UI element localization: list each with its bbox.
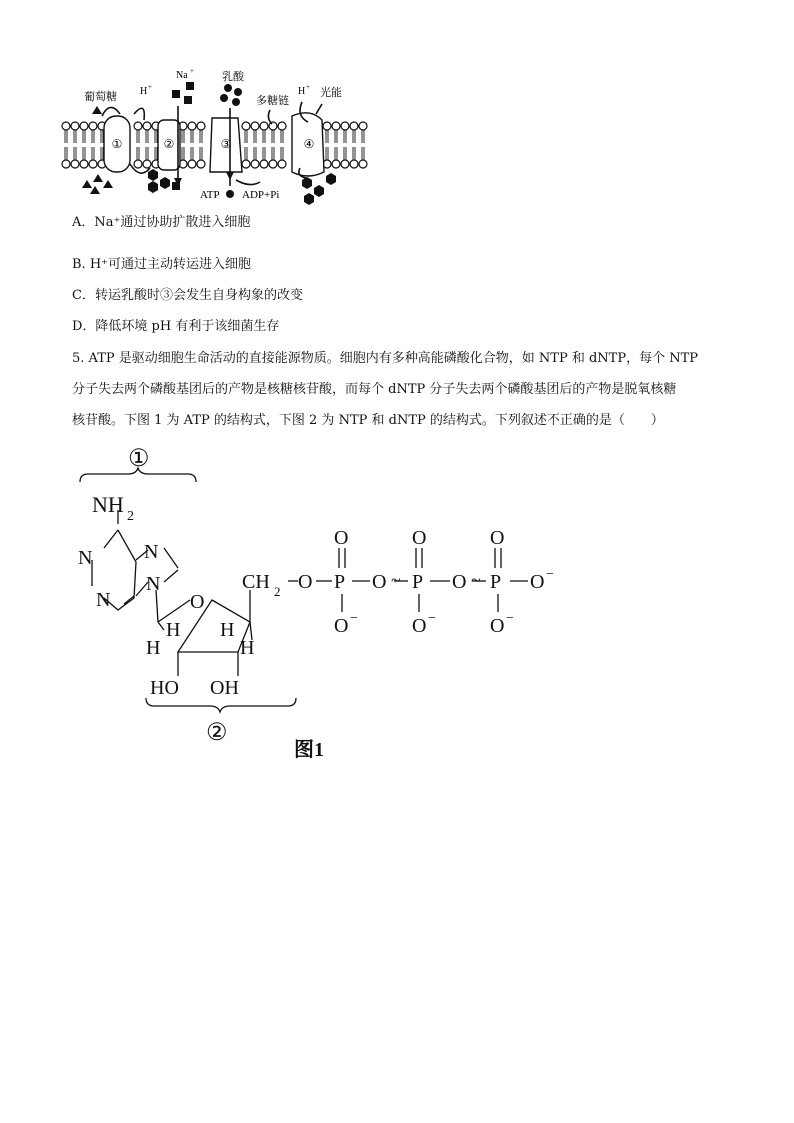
bridge-o-1: O xyxy=(298,571,313,593)
ch2-sub: 2 xyxy=(274,584,281,599)
question-5-line-2: 分子失去两个磷酸基团后的产物是核糖核苷酸，而每个 dNTP 分子失去两个磷酸基团后的产物是脱氧核糖 xyxy=(72,382,677,397)
svg-text:④: ④ xyxy=(303,137,315,151)
phosphorus-1: P xyxy=(334,571,346,593)
brace-bottom xyxy=(146,698,296,712)
anion-charge-3: − xyxy=(506,611,514,626)
high-energy-bond-1: ~ xyxy=(391,570,401,590)
ring-oxygen: O xyxy=(190,591,205,613)
option-b: B. H⁺可通过主动转运进入细胞 xyxy=(72,257,252,272)
label-glucose: 葡萄糖 xyxy=(84,91,117,103)
atom-n9: N xyxy=(146,573,161,595)
light-pump-protein-4 xyxy=(292,113,324,176)
label-polysaccharide: 多糖链 xyxy=(256,95,289,107)
hydroxyl-left: HO xyxy=(150,677,179,699)
atom-n-left: N xyxy=(78,547,93,569)
label-h-right: H xyxy=(298,86,306,97)
brace-bottom-label: ② xyxy=(206,720,228,746)
amino-nh: NH xyxy=(92,492,124,517)
phosphorus-3: P xyxy=(490,571,502,593)
option-d: D．降低环境 pH 有利于该细菌生存 xyxy=(72,319,280,334)
bridge-o-2: O xyxy=(372,571,387,593)
anion-charge-1: − xyxy=(350,611,358,626)
option-c: C．转运乳酸时③会发生自身构象的改变 xyxy=(72,288,303,303)
question-5-line-3: 核苷酸。下图 1 为 ATP 的结构式，下图 2 为 NTP 和 dNTP 的结构式。下列叙述不正确的是（ ） xyxy=(72,413,664,428)
ch2-group: CH xyxy=(242,571,270,593)
double-o-3: O xyxy=(490,527,505,549)
svg-text:①: ① xyxy=(111,137,123,151)
pump-protein-3 xyxy=(210,118,242,172)
anion-o-3: O xyxy=(490,615,505,637)
h-right-sup: + xyxy=(306,83,310,91)
brace-top-label: ① xyxy=(128,446,150,472)
hydroxyl-right: OH xyxy=(210,677,239,699)
terminal-oxygen-charge: − xyxy=(546,567,554,582)
ribose-h-2: H xyxy=(146,637,161,659)
double-o-2: O xyxy=(412,527,427,549)
anion-o-1: O xyxy=(334,615,349,637)
anion-charge-2: − xyxy=(428,611,436,626)
terminal-oxygen: O xyxy=(530,571,545,593)
label-light-energy: 光能 xyxy=(320,87,342,99)
option-a: A．Na⁺通过协助扩散进入细胞 xyxy=(72,215,251,230)
label-lactate: 乳酸 xyxy=(222,71,244,83)
label-atp: ATP xyxy=(200,189,220,201)
channel-protein-2 xyxy=(158,120,180,170)
label-adp-pi: ADP+Pi xyxy=(242,189,280,201)
high-energy-bond-2: ~ xyxy=(471,570,481,590)
na-sup: + xyxy=(190,67,194,75)
ribose-h-4: H xyxy=(240,637,255,659)
atom-n-bottom: N xyxy=(96,589,111,611)
amino-sub: 2 xyxy=(127,509,134,524)
label-h-left: H xyxy=(140,86,148,97)
h-left-sup: + xyxy=(148,83,152,91)
svg-text:②: ② xyxy=(163,137,175,151)
bridge-o-3: O xyxy=(452,571,467,593)
label-na: Na xyxy=(176,70,188,81)
svg-text:③: ③ xyxy=(220,137,232,151)
atom-n-top: N xyxy=(144,541,159,563)
atp-structure-figure xyxy=(60,440,580,770)
double-o-1: O xyxy=(334,527,349,549)
carrier-protein-1 xyxy=(104,116,130,172)
phosphorus-2: P xyxy=(412,571,424,593)
anion-o-2: O xyxy=(412,615,427,637)
ribose-h-1: H xyxy=(166,619,181,641)
ribose-h-3: H xyxy=(220,619,235,641)
question-5-line-1: 5. ATP 是驱动细胞生命活动的直接能源物质。细胞内有多种高能磷酸化合物，如 NTP 和 dNTP，每个 NTP xyxy=(72,351,698,366)
question-5 xyxy=(72,343,732,436)
membrane-transport-figure xyxy=(60,60,370,210)
figure-caption: 图1 xyxy=(294,739,324,761)
